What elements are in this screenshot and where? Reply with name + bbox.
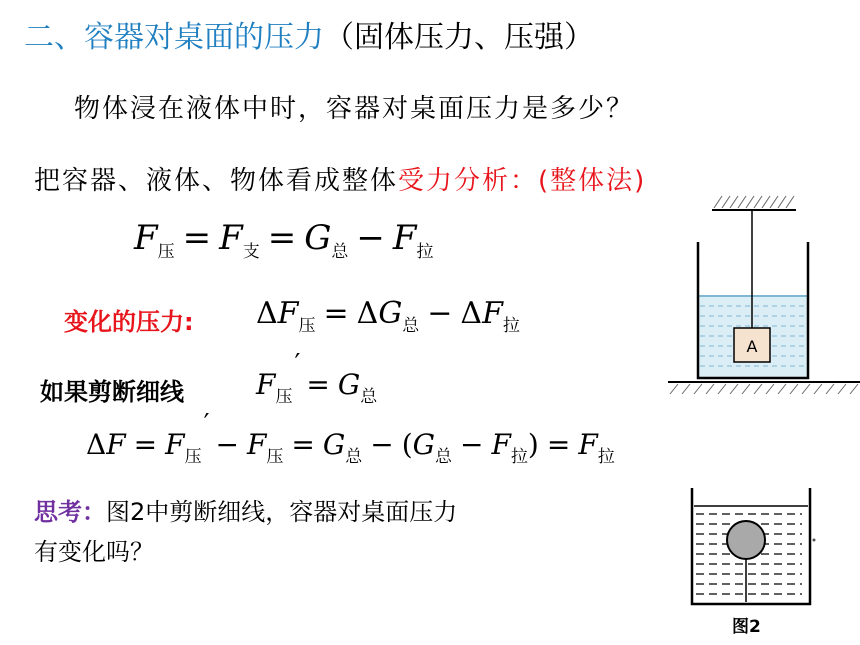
analysis-prefix: 把容器、液体、物体看成整体	[34, 166, 399, 196]
page-title	[24, 12, 594, 56]
question-text: 物体浸在液体中时，容器对桌面压力是多少？	[74, 94, 635, 124]
formula-total-force: $F_压 = F_支 = G_总 - F_拉$	[134, 218, 434, 262]
cut-string-label: 如果剪断细线	[40, 378, 184, 406]
block-a-label: A	[746, 337, 758, 356]
analysis-line	[34, 160, 646, 197]
think-label: 思考：	[34, 498, 106, 526]
formula-change-force: $\Delta F_压 = \Delta G_总 - \Delta F_拉$	[256, 296, 520, 336]
title-main: 二、容器对桌面的压力	[24, 20, 324, 55]
think-question	[34, 492, 457, 572]
formula-after-cut: $F_压'= G_总$	[256, 349, 378, 407]
think-text-line1: 图2中剪断细线，容器对桌面压力	[106, 498, 458, 526]
figure-2-caption: 图2	[732, 617, 761, 637]
figure-1-hanging-block	[664, 192, 860, 410]
think-text-line2: 有变化吗？	[34, 538, 154, 566]
figure-2-tied-ball	[684, 486, 824, 612]
analysis-highlight: 受力分析：(整体法)	[398, 166, 647, 196]
formula-delta-f: $\Delta F = F_压'- F_压 = G_总 - (G_总 - F_拉) = F_拉$	[86, 409, 615, 467]
change-label: 变化的压力:	[64, 308, 194, 336]
title-paren: （固体压力、压强）	[324, 20, 594, 55]
